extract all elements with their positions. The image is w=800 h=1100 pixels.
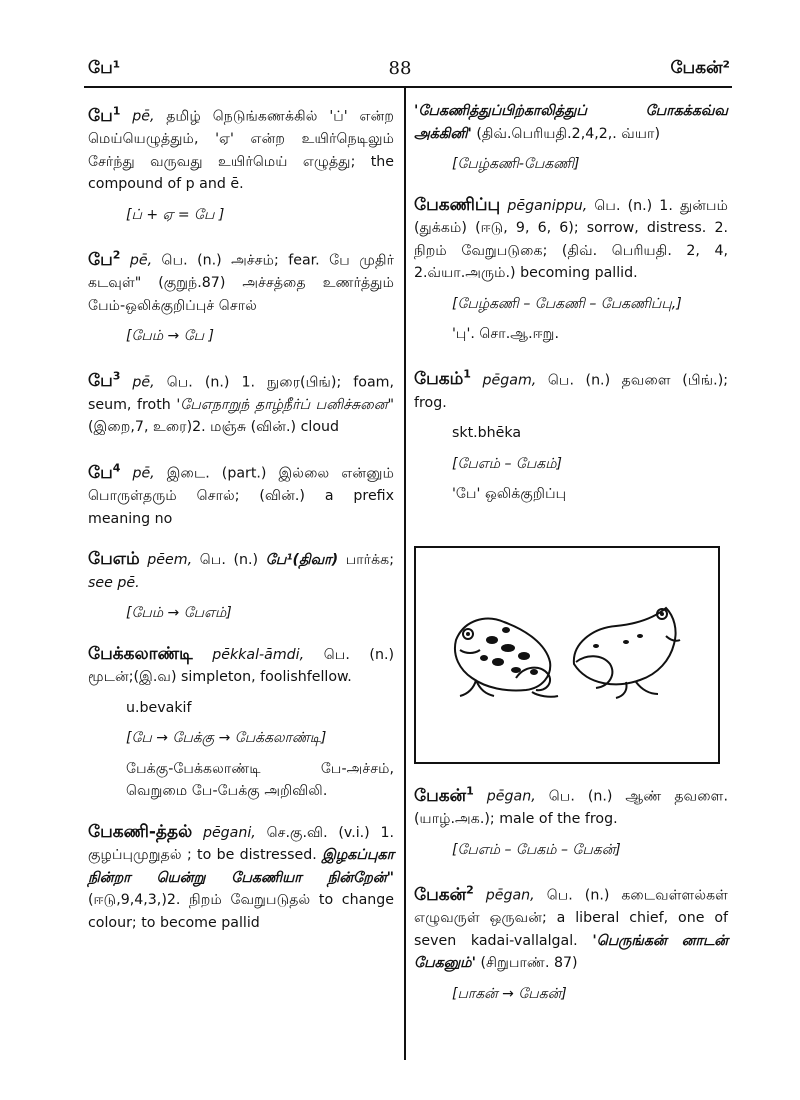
entry-pe-3 — [88, 366, 394, 439]
entry-pekam-1 — [414, 364, 728, 506]
etymology-note: [ப் + ஏ = பே ] — [126, 206, 225, 223]
transliteration: pēem, — [147, 552, 193, 569]
running-head-right: பேகன்² — [670, 58, 730, 78]
etymology-note: [பாகன் → பேகன்] — [452, 985, 567, 1002]
frog-illustration — [414, 546, 720, 764]
quotation: இழகப்புகா நின்றா யென்று பேகணியா நின்றேன்" — [88, 847, 394, 886]
right-column-lower — [414, 780, 728, 1023]
column-divider — [404, 88, 406, 1060]
transliteration: pēgam, — [482, 372, 537, 389]
suffix-note: 'பு'. சொ.ஆ.ஈறு. — [452, 326, 560, 342]
headword: பேஎம் — [88, 549, 140, 570]
definition-cont: (இறை,7, உரை)2. மஞ்சு (வின்.) cloud — [88, 419, 340, 436]
definition-cont: (ஈடு,9,4,3,)2. நிறம் வேறுபடுதல் to change colour; to become pallid — [88, 892, 394, 931]
definition: பெ. (n.) அச்சம்; fear. பே முதிர் கடவுள்" (குறுந்.87) அச்சத்தை உணர்த்தும் பேம்-ஒலிக்குறிப்புச் சொல் — [88, 252, 394, 314]
etymology-note: [பேழ்கணி – பேகணி – பேகணிப்பு,] — [452, 295, 682, 312]
running-head-left: பே¹ — [88, 58, 121, 78]
definition: பெ. (n.) தவளை (பிங்.); frog. — [414, 372, 729, 411]
quotation: 'பெருங்கன் னாடன் பேகனும்' — [414, 932, 728, 972]
etymology-note: [பேம் → பேஎம்] — [126, 605, 232, 622]
frog-right-icon — [566, 600, 686, 700]
entry-pekani-ttal — [88, 821, 394, 935]
see-reference: see pē. — [88, 574, 140, 591]
quotation: 'பேகணித்துப்பிற்காலித்துப் போகக்கவ்வ அக்கினி' — [414, 103, 728, 142]
entry-pekanippu — [414, 194, 728, 346]
definition-cont: (சிறுபாண். 87) — [480, 955, 578, 972]
headword: பேகணி-த்தல் — [88, 821, 193, 842]
source-note: u.bevakif — [126, 699, 192, 716]
entry-pekkalandi — [88, 643, 394, 803]
transliteration: pēgani, — [202, 824, 256, 841]
entry-peem — [88, 548, 394, 625]
transliteration: pē, — [129, 252, 153, 269]
definition: பெ. (n.) மூடன்;(இ.வ) simpleton, foolishfellow. — [88, 646, 394, 686]
definition: பெ. (n.) 1. நுரை(பிங்); foam, seum, froth — [88, 374, 394, 413]
definition: பெ. (n.) கடைவள்ளல்கள் எழுவருள் ஒருவன்; a liberal chief, one of seven kadai-vallalgal. — [414, 887, 728, 949]
definition: பெ. (n.) 1. துன்பம் (துக்கம்) (ஈடு, 9, 6, 6); sorrow, distress. 2. நிறம் வேறுபடுகை; (திவ். பெரியதி. 2, 4, 2.வ்யா.அரும்.) becoming pallid. — [414, 197, 728, 281]
definition: செ.கு.வி. (v.i.) 1. குழப்புமுறுதல் ; to be distressed. — [88, 824, 394, 864]
etymology-note: [பேஎம் – பேகம் – பேகன்] — [452, 841, 621, 858]
transliteration: pē, — [132, 374, 155, 391]
left-column — [88, 100, 394, 952]
entry-pekan-2 — [414, 879, 728, 1005]
transliteration: pēkkal-āmdi, — [212, 646, 305, 663]
entry-pe-1 — [88, 100, 394, 226]
entry-pe-4 — [88, 457, 394, 530]
frog-left-icon — [446, 600, 566, 700]
headword: பேகணிப்பு — [414, 194, 501, 215]
definition: தமிழ் நெடுங்கணக்கில் 'ப்' என்ற மெய்யெழுத்தும், 'ஏ' என்ற உயிர்நெடிலும் சேர்ந்து வருவது உயிர்மெய் எழுத்து; the compound of p and ē. — [88, 108, 394, 193]
etymology-note: [பேஎம் – பேகம்] — [452, 455, 562, 472]
entry-pekani-ttal-cont — [414, 100, 728, 176]
header-rule — [84, 86, 732, 88]
onomatopoeia-note: 'பே' ஒலிக்குறிப்பு — [452, 486, 567, 503]
right-column — [414, 100, 728, 524]
entry-pe-2 — [88, 244, 394, 348]
etymology-note: [பே → பேக்கு → பேக்கலாண்டி] — [126, 730, 327, 747]
headword: பே$^1$ — [88, 104, 121, 126]
definition: இடை. (part.) இல்லை என்னும் பொருள்தரும் சொல்; (வின்.) a prefix meaning no — [88, 465, 395, 527]
headword: பே$^4$ — [88, 460, 121, 483]
headword: பே$^2$ — [88, 248, 121, 270]
definition: பெ. (n.) — [199, 552, 259, 569]
transliteration: pēgan, — [485, 887, 535, 904]
etymology-note: [பேம் → பே ] — [126, 328, 214, 345]
definition: பெ. (n.) ஆண் தவளை. (யாழ்.அக.); male of the frog. — [414, 788, 728, 828]
definition-cont: (திவ்.பெரியதி.2,4,2,. வ்யா) — [476, 125, 660, 142]
headword: பே$^3$ — [88, 369, 121, 392]
transliteration: pēgan, — [486, 788, 536, 805]
page-number: 88 — [388, 58, 412, 79]
source-note: skt.bhēka — [452, 425, 522, 442]
definition-cont: பார்க்க; — [345, 552, 395, 569]
headword: பேகன்$^2$ — [414, 883, 474, 905]
derivation-note: பேக்கு-பேக்கலாண்டி பே-அச்சம், வெறுமை பே-பேக்கு அறிவிலி. — [126, 760, 394, 800]
entry-pekan-1 — [414, 780, 728, 861]
headword: பேக்கலாண்டி — [88, 643, 193, 664]
transliteration: pē, — [132, 108, 155, 125]
cross-reference: பே¹(திவா) — [265, 552, 339, 569]
headword: பேகன்$^1$ — [414, 784, 474, 806]
transliteration: pē, — [132, 465, 155, 482]
quotation: 'பேஎநாறுந் தாழ்நீர்ப் பனிச்சுனை" — [176, 396, 395, 413]
headword: பேகம்$^1$ — [414, 367, 471, 390]
transliteration: pēganippu, — [507, 197, 588, 214]
etymology-note: [பேழ்கணி-பேகணி] — [452, 156, 580, 172]
